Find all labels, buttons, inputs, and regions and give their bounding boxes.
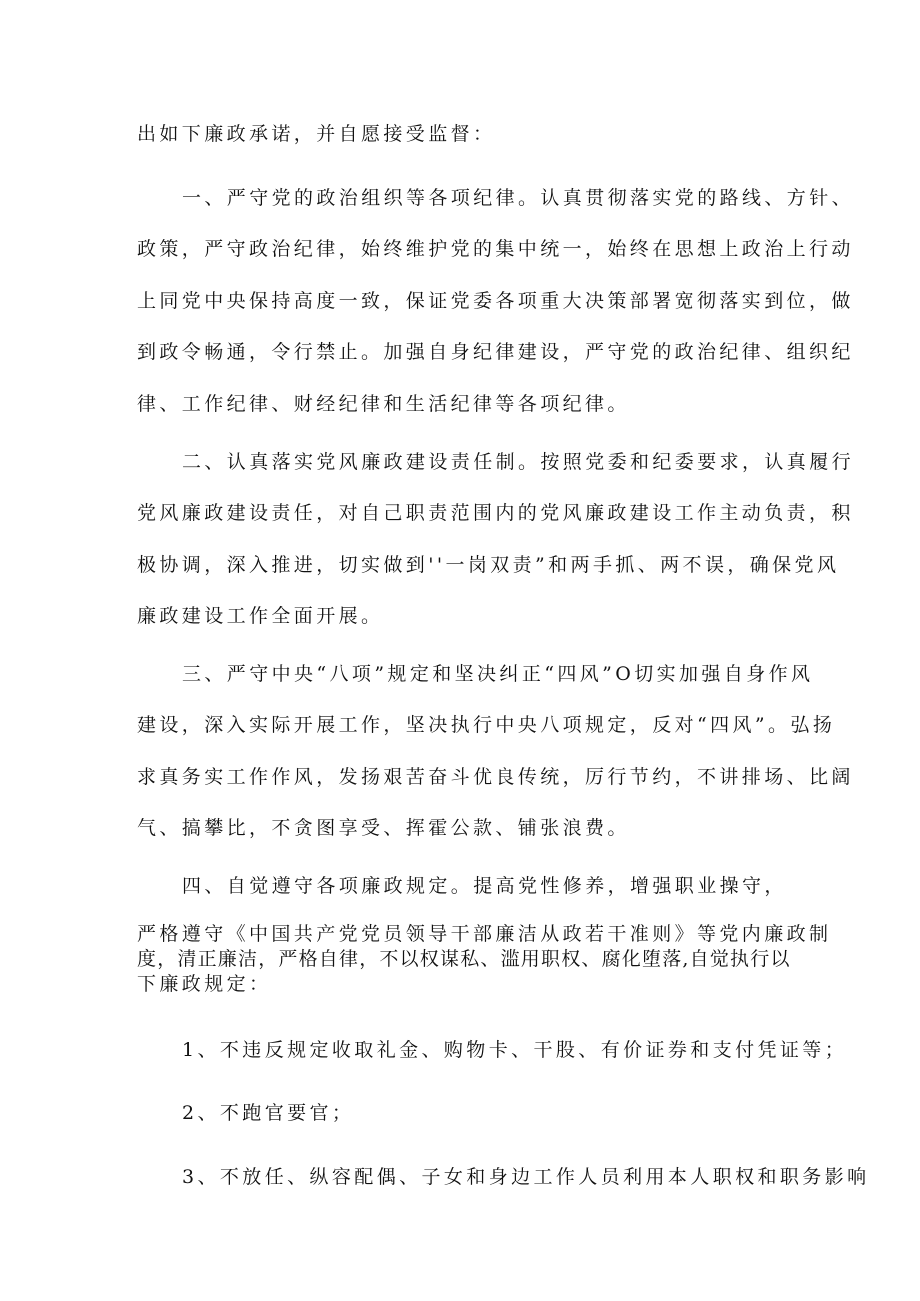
text-line-20: 2、不跑官要官； xyxy=(182,1102,355,1124)
text-line-16: 严格遵守《中国共产党党员领导干部廉洁从政若干准则》等党内廉政制 xyxy=(137,923,832,945)
text-line-17: 度，清正廉洁，严格自律，不以权谋私、滥用职权、腐化堕落,自觉执行以 xyxy=(137,948,791,970)
text-line-12: 建设，深入实际开展工作，坚决执行中央八项规定，反对“四风”。弘扬 xyxy=(137,714,836,736)
text-line-8: 党风廉政建设责任，对自己职责范围内的党风廉政建设工作主动负责，积 xyxy=(137,502,854,524)
text-line-4: 上同党中央保持高度一致，保证党委各项重大决策部署宽彻落实到位，做 xyxy=(137,290,854,312)
text-line-18: 下廉政规定： xyxy=(137,973,272,995)
text-line-7: 二、认真落实党风廉政建设责任制。按照党委和纪委要求，认真履行 xyxy=(182,451,855,473)
text-line-13: 求真务实工作作风，发扬艰苦奋斗优良传统，厉行节约，不讲排场、比阔 xyxy=(137,766,854,788)
text-line-1: 出如下廉政承诺，并自愿接受监督： xyxy=(137,123,496,145)
text-line-11: 三、严守中央“八项”规定和坚决纠正“四风”O切实加强自身作风 xyxy=(182,663,814,685)
text-line-14: 气、搞攀比，不贪图享受、挥霍公款、铺张浪费。 xyxy=(137,817,630,839)
text-line-9: 极协调，深入推进，切实做到''一岗双责”和两手抓、两不误，确保党风 xyxy=(137,554,840,576)
text-line-21: 3、不放任、纵容配偶、子女和身边工作人员利用本人职权和职务影响 xyxy=(182,1166,870,1188)
text-line-5: 到政令畅通，令行禁止。加强自身纪律建设，严守党的政治纪律、组织纪 xyxy=(137,341,854,363)
text-line-10: 廉政建设工作全面开展。 xyxy=(137,605,384,627)
text-line-19: 1、不违反规定收取礼金、购物卡、干股、有价证券和支付凭证等； xyxy=(182,1039,848,1061)
text-line-3: 政策，严守政治纪律，始终维护党的集中统一，始终在思想上政治上行动 xyxy=(137,238,854,260)
text-line-15: 四、自觉遵守各项廉政规定。提高党性修养，增强职业操守， xyxy=(182,875,787,897)
text-line-6: 律、工作纪律、财经纪律和生活纪律等各项纪律。 xyxy=(137,393,630,415)
text-line-2: 一、严守党的政治组织等各项纪律。认真贯彻落实党的路线、方针、 xyxy=(182,187,855,209)
